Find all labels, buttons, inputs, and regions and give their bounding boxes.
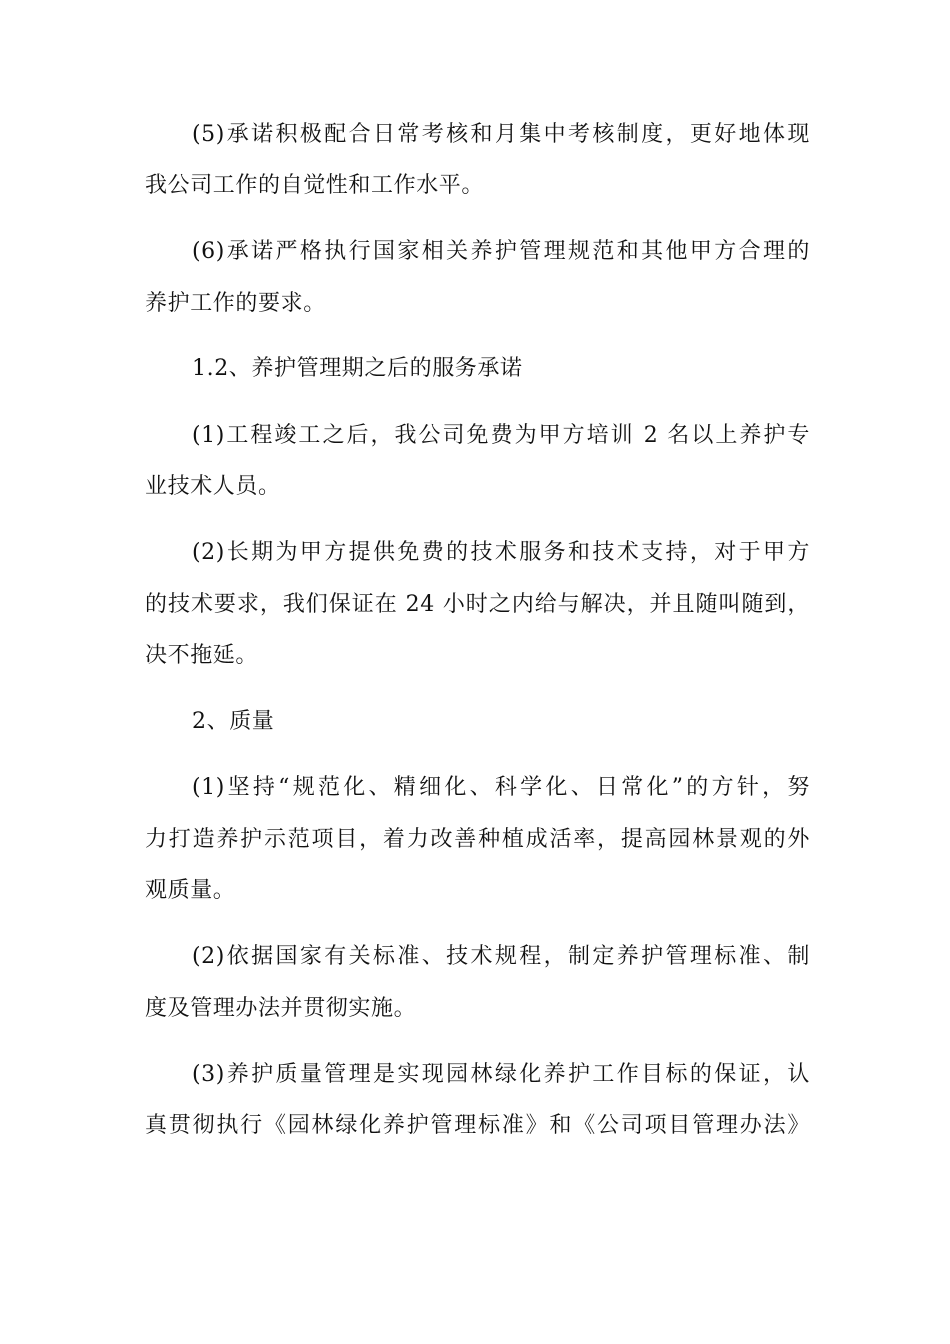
section-heading: 2、质量	[192, 709, 275, 734]
text-line: 力打造养护示范项目，着力改善种植成活率，提高园林景观的外	[145, 827, 810, 852]
text-line: 业技术人员。	[145, 474, 281, 499]
text-line: 度及管理办法并贯彻实施。	[145, 996, 417, 1021]
text-line: (2)依据国家有关标准、技术规程，制定养护管理标准、制	[192, 944, 810, 969]
text-line: (1)工程竣工之后，我公司免费为甲方培训 2 名以上养护专	[192, 423, 810, 448]
text-line: (5)承诺积极配合日常考核和月集中考核制度，更好地体现	[192, 122, 810, 147]
text-line: (3)养护质量管理是实现园林绿化养护工作目标的保证，认	[192, 1062, 810, 1087]
text-line: 真贯彻执行《园林绿化养护管理标准》和《公司项目管理办法》	[145, 1113, 810, 1138]
text-line: 养护工作的要求。	[145, 291, 326, 316]
text-line: (6)承诺严格执行国家相关养护管理规范和其他甲方合理的	[192, 239, 810, 264]
text-line: 决不拖延。	[145, 643, 259, 668]
text-line: (2)长期为甲方提供免费的技术服务和技术支持，对于甲方	[192, 540, 810, 565]
text-line: 我公司工作的自觉性和工作水平。	[145, 173, 485, 198]
text-line: 观质量。	[145, 878, 236, 903]
text-line: (1)坚持“规范化、精细化、科学化、日常化”的方针，努	[192, 775, 810, 800]
text-line: 的技术要求，我们保证在 24 小时之内给与解决，并且随叫随到，	[145, 592, 810, 617]
section-heading: 1.2、养护管理期之后的服务承诺	[192, 356, 523, 381]
